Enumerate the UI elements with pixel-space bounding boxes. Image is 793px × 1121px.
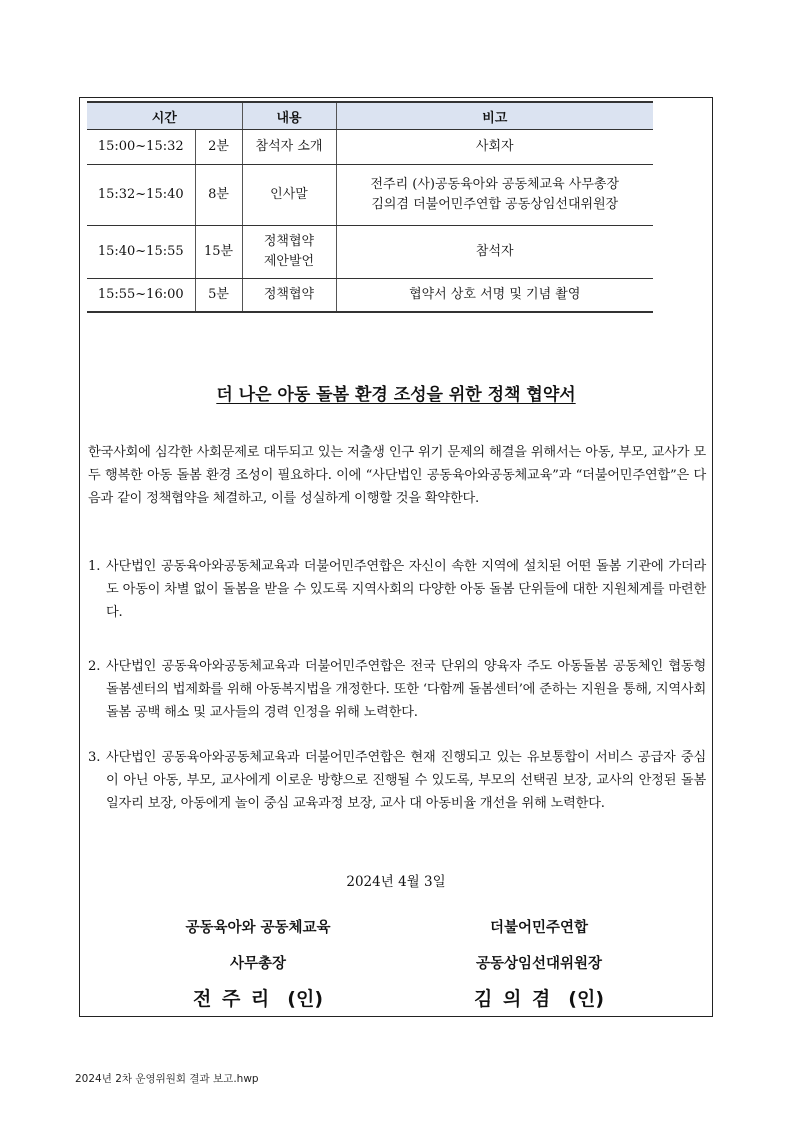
signatory-left — [133, 918, 383, 1012]
signatory-right — [414, 918, 664, 1012]
header-note: 비고 — [336, 102, 653, 130]
header-time: 시간 — [87, 102, 242, 130]
clause-text: 사단법인 공동육아와공동체교육과 더불어민주연합은 현재 진행되고 있는 유보통합이 서비스 공급자 중심이 아닌 아동, 부모, 교사에게 이로운 방향으로 진행될 수 있도록, 부모의 선택권 보장, 교사의 안정된 돌봄 일자리 보장, 아동에게 놀이 중심 교육과정 보장, 교사 대 아동비율 개선을 위해 노력한다. — [106, 750, 706, 811]
clause-text: 사단법인 공동육아와공동체교육과 더불어민주연합은 자신이 속한 지역에 설치된 어떤 돌봄 기관에 가더라도 아동이 차별 없이 돌봄을 받을 수 있도록 지역사회의 다양한 아동 돌봄 단위들에 대한 지원체계를 마련한다. — [106, 559, 706, 620]
row-note: 참석자 — [336, 226, 653, 279]
signatory-seal: (인) — [568, 988, 605, 1010]
row-time: 15:00~15:32 — [87, 130, 195, 165]
signatory-position: 사무총장 — [229, 956, 287, 972]
table-row — [87, 279, 653, 313]
schedule-table — [87, 101, 653, 313]
row-time: 15:55~16:00 — [87, 279, 195, 313]
content-line: 정책협약 — [263, 234, 315, 249]
agreement-title-text: 더 나은 아동 돌봄 환경 조성을 위한 정책 협약서 — [216, 385, 576, 405]
note-line: 전주리 (사)공동육아와 공동체교육 사무총장 — [370, 177, 620, 192]
row-note: 사회자 — [336, 130, 653, 165]
row-note — [336, 165, 653, 226]
schedule-header-row — [87, 102, 653, 130]
table-row — [87, 226, 653, 279]
agreement-clause — [88, 746, 706, 815]
clause-text: 사단법인 공동육아와공동체교육과 더불어민주연합은 전국 단위의 양육자 주도 아동돌봄 공동체인 협동형 돌봄센터의 법제화를 위해 아동복지법을 개정한다. 또한 ‘다함께 돌봄센터’에 준하는 지원을 통해, 지역사회 돌봄 공백 해소 및 교사들의 경력 인정을 위해 노력한다. — [106, 659, 706, 720]
row-time: 15:32~15:40 — [87, 165, 195, 226]
agreement-intro: 한국사회에 심각한 사회문제로 대두되고 있는 저출생 인구 위기 문제의 해결을 위해서는 아동, 부모, 교사가 모두 행복한 아동 돌봄 환경 조성이 필요하다. 이에 “사단법인 공동육아와공동체교육”과 “더불어민주연합”은 다음과 같이 정책협약을 체결하고, 이를 성실하게 이행할 것을 확약한다. — [88, 445, 706, 506]
signatory-name: 전 주 리 — [192, 988, 270, 1010]
row-duration: 5분 — [195, 279, 242, 313]
signatory-name-line — [414, 986, 664, 1012]
row-duration: 15분 — [195, 226, 242, 279]
content-line: 제안발언 — [263, 254, 315, 269]
clause-number: 2. — [88, 659, 101, 674]
footer-filename: 2024년 2차 운영위원회 결과 보고.hwp — [75, 1073, 259, 1085]
clause-number: 3. — [88, 750, 101, 765]
table-row — [87, 165, 653, 226]
row-content: 정책협약 — [242, 279, 336, 313]
signatory-org: 더불어민주연합 — [489, 920, 589, 936]
signatory-name-line — [133, 986, 383, 1012]
note-line: 김의겸 더불어민주연합 공동상임선대위원장 — [371, 197, 619, 212]
signatory-name: 김 의 겸 — [473, 988, 551, 1010]
row-note: 협약서 상호 서명 및 기념 촬영 — [336, 279, 653, 313]
row-time: 15:40~15:55 — [87, 226, 195, 279]
agreement-date: 2024년 4월 3일 — [346, 874, 446, 890]
agreement-clause — [88, 655, 706, 724]
row-content: 참석자 소개 — [242, 130, 336, 165]
row-duration: 2분 — [195, 130, 242, 165]
agreement-title — [79, 380, 713, 405]
clause-number: 1. — [88, 559, 101, 574]
agreement-clause — [88, 555, 706, 624]
header-content: 내용 — [242, 102, 336, 130]
row-content: 인사말 — [242, 165, 336, 226]
signatory-seal: (인) — [287, 988, 324, 1010]
signatory-position: 공동상임선대위원장 — [475, 956, 603, 972]
row-content — [242, 226, 336, 279]
row-duration: 8분 — [195, 165, 242, 226]
signatory-org: 공동육아와 공동체교육 — [185, 920, 331, 936]
table-row — [87, 130, 653, 165]
